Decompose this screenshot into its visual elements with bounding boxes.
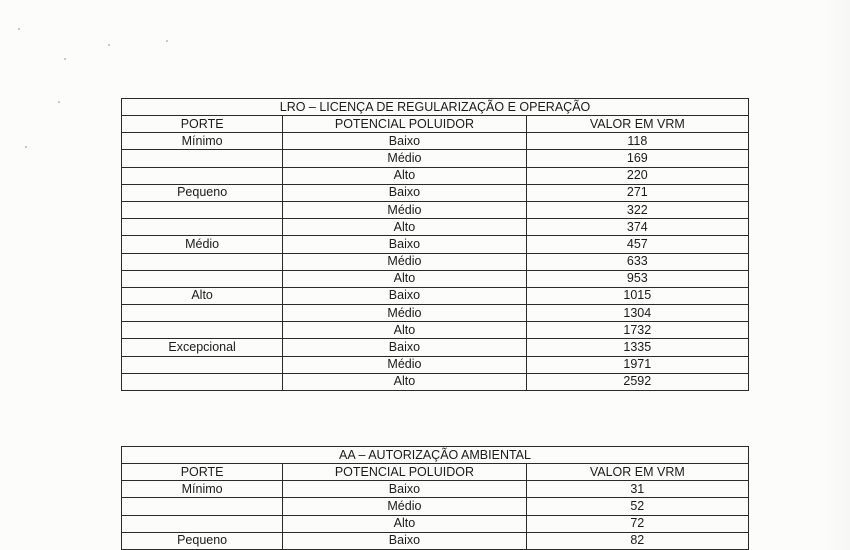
cell-potencial-poluidor: Baixo [283, 532, 526, 549]
cell-potencial-poluidor: Médio [283, 356, 526, 373]
table-header-row [122, 464, 749, 481]
cell-porte [122, 322, 283, 339]
lro-fee-table [121, 98, 749, 391]
column-header-porte: PORTE [122, 116, 283, 133]
cell-porte: Pequeno [122, 532, 283, 549]
cell-porte [122, 356, 283, 373]
cell-porte [122, 498, 283, 515]
cell-valor-em-vrm: 31 [526, 481, 748, 498]
cell-porte [122, 150, 283, 167]
table-row [122, 339, 749, 356]
table-row [122, 481, 749, 498]
cell-porte: Mínimo [122, 481, 283, 498]
column-header-valor-em-vrm: VALOR EM VRM [526, 116, 748, 133]
cell-valor-em-vrm: 1015 [526, 287, 748, 304]
table-row [122, 515, 749, 532]
cell-potencial-poluidor: Baixo [283, 133, 526, 150]
table-row [122, 219, 749, 236]
page-edge-shadow [820, 0, 850, 550]
table-row [122, 253, 749, 270]
cell-porte: Alto [122, 287, 283, 304]
table-header-row [122, 116, 749, 133]
column-header-porte: PORTE [122, 464, 283, 481]
column-header-potencial-poluidor: POTENCIAL POLUIDOR [283, 116, 526, 133]
table-row [122, 201, 749, 218]
table-row [122, 184, 749, 201]
cell-porte: Pequeno [122, 184, 283, 201]
table-title-row [122, 99, 749, 116]
table-row [122, 236, 749, 253]
table-row [122, 498, 749, 515]
cell-potencial-poluidor: Alto [283, 270, 526, 287]
cell-porte: Mínimo [122, 133, 283, 150]
cell-valor-em-vrm: 271 [526, 184, 748, 201]
cell-porte [122, 201, 283, 218]
cell-potencial-poluidor: Alto [283, 515, 526, 532]
table-title: AA – AUTORIZAÇÃO AMBIENTAL [122, 447, 749, 464]
table-row [122, 532, 749, 549]
cell-potencial-poluidor: Médio [283, 305, 526, 322]
scan-speck [64, 58, 66, 60]
cell-valor-em-vrm: 2592 [526, 373, 748, 390]
table-body [122, 481, 749, 550]
table-row [122, 322, 749, 339]
cell-potencial-poluidor: Baixo [283, 287, 526, 304]
table-body [122, 133, 749, 391]
cell-valor-em-vrm: 52 [526, 498, 748, 515]
cell-valor-em-vrm: 169 [526, 150, 748, 167]
table-row [122, 133, 749, 150]
cell-valor-em-vrm: 1971 [526, 356, 748, 373]
cell-potencial-poluidor: Alto [283, 373, 526, 390]
cell-potencial-poluidor: Baixo [283, 236, 526, 253]
cell-porte [122, 305, 283, 322]
cell-valor-em-vrm: 220 [526, 167, 748, 184]
cell-valor-em-vrm: 457 [526, 236, 748, 253]
table-row [122, 305, 749, 322]
cell-porte [122, 373, 283, 390]
cell-valor-em-vrm: 633 [526, 253, 748, 270]
cell-porte [122, 219, 283, 236]
scan-speck [18, 28, 20, 30]
cell-valor-em-vrm: 118 [526, 133, 748, 150]
column-header-potencial-poluidor: POTENCIAL POLUIDOR [283, 464, 526, 481]
cell-porte [122, 253, 283, 270]
cell-valor-em-vrm: 322 [526, 201, 748, 218]
cell-potencial-poluidor: Médio [283, 201, 526, 218]
table-row [122, 167, 749, 184]
scan-speck [58, 101, 60, 103]
cell-potencial-poluidor: Alto [283, 167, 526, 184]
table-row [122, 373, 749, 390]
table-title-row [122, 447, 749, 464]
cell-potencial-poluidor: Alto [283, 322, 526, 339]
cell-porte: Médio [122, 236, 283, 253]
cell-valor-em-vrm: 1304 [526, 305, 748, 322]
scan-speck [166, 40, 168, 42]
cell-porte [122, 515, 283, 532]
cell-valor-em-vrm: 82 [526, 532, 748, 549]
cell-potencial-poluidor: Médio [283, 253, 526, 270]
scan-speck [25, 146, 27, 148]
table-row [122, 150, 749, 167]
cell-valor-em-vrm: 953 [526, 270, 748, 287]
cell-porte [122, 270, 283, 287]
table-row [122, 356, 749, 373]
cell-potencial-poluidor: Baixo [283, 339, 526, 356]
cell-valor-em-vrm: 374 [526, 219, 748, 236]
aa-fee-table [121, 446, 749, 550]
cell-porte [122, 167, 283, 184]
cell-potencial-poluidor: Alto [283, 219, 526, 236]
cell-valor-em-vrm: 1335 [526, 339, 748, 356]
cell-valor-em-vrm: 1732 [526, 322, 748, 339]
scan-speck [108, 44, 110, 46]
column-header-valor-em-vrm: VALOR EM VRM [526, 464, 748, 481]
table-title: LRO – LICENÇA DE REGULARIZAÇÃO E OPERAÇÃO [122, 99, 749, 116]
cell-valor-em-vrm: 72 [526, 515, 748, 532]
table-row [122, 270, 749, 287]
cell-potencial-poluidor: Médio [283, 150, 526, 167]
cell-porte: Excepcional [122, 339, 283, 356]
cell-potencial-poluidor: Médio [283, 498, 526, 515]
cell-potencial-poluidor: Baixo [283, 481, 526, 498]
cell-potencial-poluidor: Baixo [283, 184, 526, 201]
table-row [122, 287, 749, 304]
